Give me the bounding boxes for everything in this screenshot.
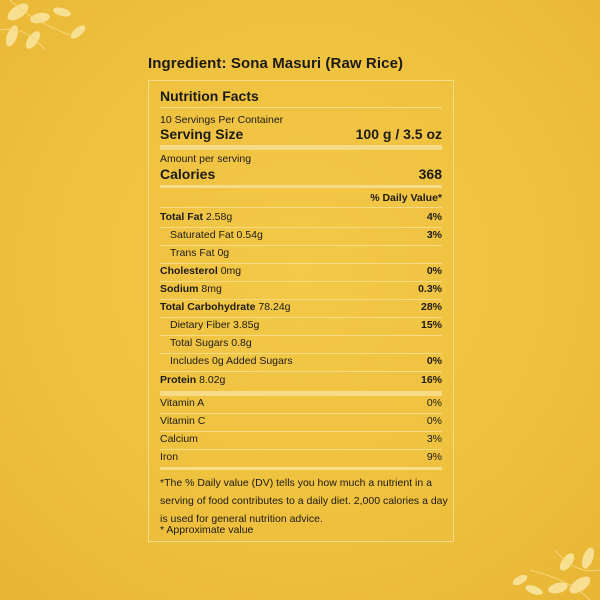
- nutrient-row: [160, 335, 442, 353]
- nutrient-dv: 0.3%: [418, 283, 442, 295]
- nutrient-row: [160, 209, 442, 227]
- nutrient-amount: Trans Fat 0g: [170, 247, 230, 259]
- vitamin-name: Iron: [160, 451, 179, 463]
- nutrient-dv: 4%: [426, 211, 442, 223]
- nutrient-dv: 28%: [420, 301, 442, 313]
- leaf-cluster-icon: [0, 0, 90, 70]
- calories-value: 368: [418, 166, 442, 182]
- vitamin-row: [160, 395, 442, 413]
- leaf-cluster-icon: [510, 530, 600, 600]
- vitamin-row: [160, 431, 442, 449]
- nutrient-amount: Total Sugars 0.8g: [170, 337, 252, 349]
- vitamin-row: [160, 413, 442, 431]
- nutrient-amount: Includes 0g Added Sugars: [170, 355, 293, 367]
- footnote: *The % Daily value (DV) tells you how much a nutrient in a serving of food contributes to a daily diet. 2,000 calories a day is used for general nutrition advice.: [160, 477, 448, 525]
- vitamin-dv: 9%: [426, 451, 442, 463]
- vitamin-dv: 3%: [426, 433, 442, 445]
- divider: [160, 185, 442, 188]
- divider: [160, 207, 442, 208]
- vitamin-name: Calcium: [160, 433, 198, 445]
- vitamin-dv: 0%: [426, 397, 442, 409]
- nutrition-facts-title: Nutrition Facts: [160, 88, 259, 104]
- vitamin-name: Vitamin A: [160, 397, 205, 409]
- vitamin-dv: 0%: [426, 415, 442, 427]
- nutrient-name: Sodium: [160, 283, 199, 295]
- nutrient-amount: 0mg: [220, 265, 242, 277]
- divider: [160, 107, 442, 108]
- nutrient-dv: 0%: [426, 265, 442, 277]
- nutrient-row: [160, 227, 442, 245]
- nutrient-amount: 2.58g: [205, 211, 233, 223]
- nutrient-row: [160, 372, 442, 390]
- serving-size-label: Serving Size: [160, 126, 244, 142]
- nutrient-name: Total Carbohydrate: [160, 301, 256, 313]
- nutrient-dv: 16%: [420, 374, 442, 386]
- serving-size-value: 100 g / 3.5 oz: [355, 126, 442, 142]
- approximate-note: * Approximate value: [160, 524, 254, 536]
- nutrient-dv: 0%: [426, 355, 442, 367]
- nutrient-amount: Saturated Fat 0.54g: [170, 229, 263, 241]
- nutrient-dv: 3%: [426, 229, 442, 241]
- vitamin-row: [160, 449, 442, 467]
- ingredient-title: Ingredient: Sona Masuri (Raw Rice): [148, 55, 404, 72]
- nutrient-row: [160, 299, 442, 317]
- calories-label: Calories: [160, 166, 216, 182]
- nutrient-name: Cholesterol: [160, 265, 218, 277]
- nutrient-amount: 78.24g: [258, 301, 291, 313]
- divider: [160, 145, 442, 150]
- amount-per-serving: Amount per serving: [160, 153, 252, 165]
- vitamin-name: Vitamin C: [160, 415, 206, 427]
- nutrient-dv: 15%: [420, 319, 442, 331]
- nutrient-name: Protein: [160, 374, 197, 386]
- nutrient-amount: 8mg: [201, 283, 222, 295]
- nutrient-name: Total Fat: [160, 211, 203, 223]
- nutrient-amount: Dietary Fiber 3.85g: [170, 319, 260, 331]
- nutrient-row: [160, 353, 442, 371]
- nutrient-row: [160, 317, 442, 335]
- nutrient-row: [160, 281, 442, 299]
- nutrient-row: [160, 245, 442, 263]
- nutrient-row: [160, 263, 442, 281]
- servings-per-container: 10 Servings Per Container: [160, 114, 284, 126]
- daily-value-header: % Daily Value*: [370, 192, 442, 204]
- nutrient-amount: 8.02g: [199, 374, 226, 386]
- divider: [160, 467, 442, 470]
